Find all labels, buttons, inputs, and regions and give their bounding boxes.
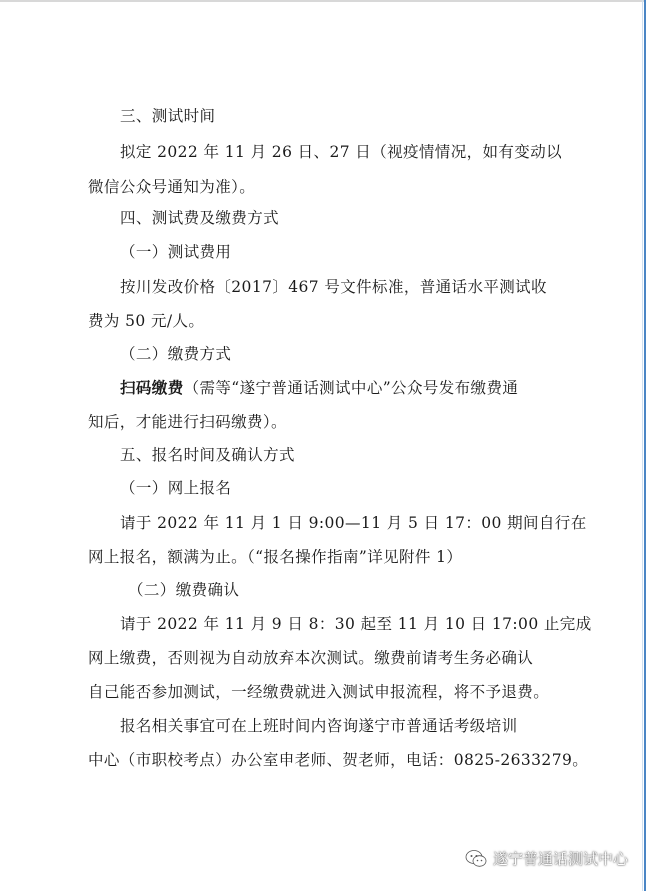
section-heading-registration: 五、报名时间及确认方式 [120,446,295,464]
paragraph-line: 微信公众号通知为准）。 [88,178,256,196]
subsection-heading-payment-method: （二）缴费方式 [120,345,232,363]
paragraph-line: 知后，才能进行扫码缴费）。 [88,413,287,431]
paragraph-line: 拟定 2022 年 11 月 26 日、27 日（视疫情情况，如有变动以 [120,143,563,161]
paragraph-line: 费为 50 元/人。 [88,312,205,330]
paragraph-line: 请于 2022 年 11 月 1 日 9:00—11 月 5 日 17：00 期间自行在 [120,514,587,532]
paragraph-line: 网上报名，额满为止。（“报名操作指南”详见附件 1） [88,548,463,566]
watermark-text: 遂宁普通话测试中心 [492,850,628,868]
section-heading-test-time: 三、测试时间 [120,107,216,125]
wechat-icon [465,849,487,869]
frame-top-border [0,0,646,2]
paragraph-line: 按川发改价格〔2017〕467 号文件标准，普通话水平测试收 [120,278,547,296]
subsection-heading-online-registration: （一）网上报名 [120,479,232,497]
paragraph-line: 中心（市职校考点）办公室申老师、贺老师，电话：0825-2633279。 [88,751,589,769]
scan-payment-text: （需等“遂宁普通话测试中心”公众号发布缴费通 [183,379,519,397]
wechat-watermark [465,848,628,869]
frame-right-inner-border [642,0,643,891]
paragraph-line: 自己能否参加测试，一经缴费就进入测试申报流程，将不予退费。 [88,683,550,701]
paragraph-line: 网上缴费，否则视为自动放弃本次测试。缴费前请考生务必确认 [88,649,534,667]
paragraph-line: 请于 2022 年 11 月 9 日 8：30 起至 11 月 10 日 17:00 止完成 [120,615,592,633]
section-heading-fees: 四、测试费及缴费方式 [120,209,280,227]
subsection-heading-payment-confirmation: （二）缴费确认 [128,581,240,599]
paragraph-line [120,376,518,398]
subsection-heading-test-fee: （一）测试费用 [120,243,232,261]
scan-payment-label: 扫码缴费 [120,379,184,397]
paragraph-line: 报名相关事宜可在上班时间内咨询遂宁市普通话考级培训 [120,717,518,735]
